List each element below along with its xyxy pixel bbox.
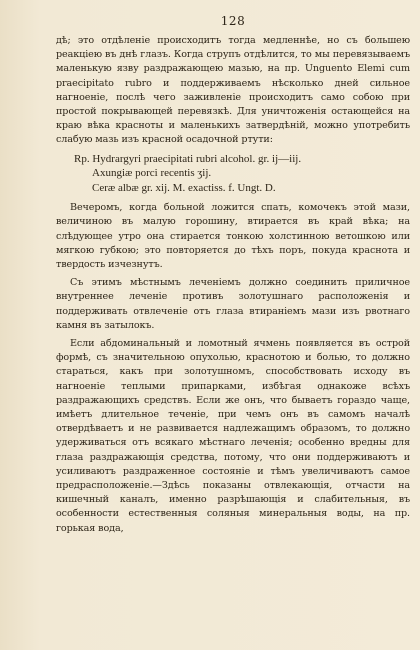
page-number: 128 bbox=[220, 14, 246, 28]
paragraph-treatment-intro: дѣ; это отдѣленіе происходитъ тогда медленнѣе, но съ большею реакціею въ днѣ глазъ. Когда струпъ отдѣлится, то мы перевязываемъ маленькую язву раздражающею мазью, на пр. Unguento Elemi cum praecipitato rubro и поддерживаемъ нѣсколько дней сильное нагноеніе, послѣ чего заживленіе происходитъ само собою при простой покрывающей перевязкѣ. Для уничтоженія остающейся на краю вѣка краснoты и маленькихъ затвердѣній, можно употребить слабую мазь изъ красной осадочной ртути: bbox=[56, 35, 410, 146]
paragraph-abdominal-stye: Если абдоминальный и ломотный ячмень появляется въ острой формѣ, съ значительною опухолью, краснотою и болью, то должно стараться, какъ при золотушномъ, способствовать исходу въ нагноеніе теплыми припарками, избѣгая однакоже всѣхъ раздражающихъ средствъ. Если же онъ, что бываетъ гораздо чаще, имѣетъ длительное теченіе, при чемъ онъ въ самомъ началѣ отвердѣваетъ и не развивается надлежащимъ образомъ, то должно удерживаться отъ всякаго мѣстнаго леченія; особенно вредны для глаза раздражающія средства, потому, что они поддерживаютъ и усиливаютъ раздраженное состояніе и тѣмъ увеличиваютъ самое предрасположеніе.—Здѣсь показаны отвлекающія, отчасти на кишечный каналъ, именно разрѣшающія и слабительныя, въ особенности естественныя соляныя минеральныя воды, на пр. горькая вода, bbox=[56, 337, 410, 534]
prescription-block bbox=[56, 152, 410, 196]
paragraph-evening-application: Вечеромъ, когда больной ложится спать, комочекъ этой мази, величиною въ малую горошину, втирается въ край вѣка; на слѣдующее утро она стирается тонкою холстинною ветошкою или мягкою губкою; это повторяется до тѣхъ поръ, покуда краснота и твердость изчезнутъ. bbox=[56, 202, 410, 270]
prescription-line: Axungiæ porci recentis ʒij. bbox=[92, 167, 212, 180]
prescription-line: Ceræ albæ gr. xij. M. exactiss. f. Ungt. D. bbox=[92, 181, 276, 194]
paragraph-internal-treatment: Съ этимъ мѣстнымъ леченіемъ должно соединить приличное внутреннее леченіе противъ золотушнаго расположенія и поддерживать отвлеченіе отъ глаза втираніемъ мази изъ рвотнаго камня въ затылокъ. bbox=[56, 277, 410, 331]
prescription-line: Rp. Hydrargyri praecipitati rubri alcohol. gr. ij—iij. bbox=[74, 152, 302, 165]
